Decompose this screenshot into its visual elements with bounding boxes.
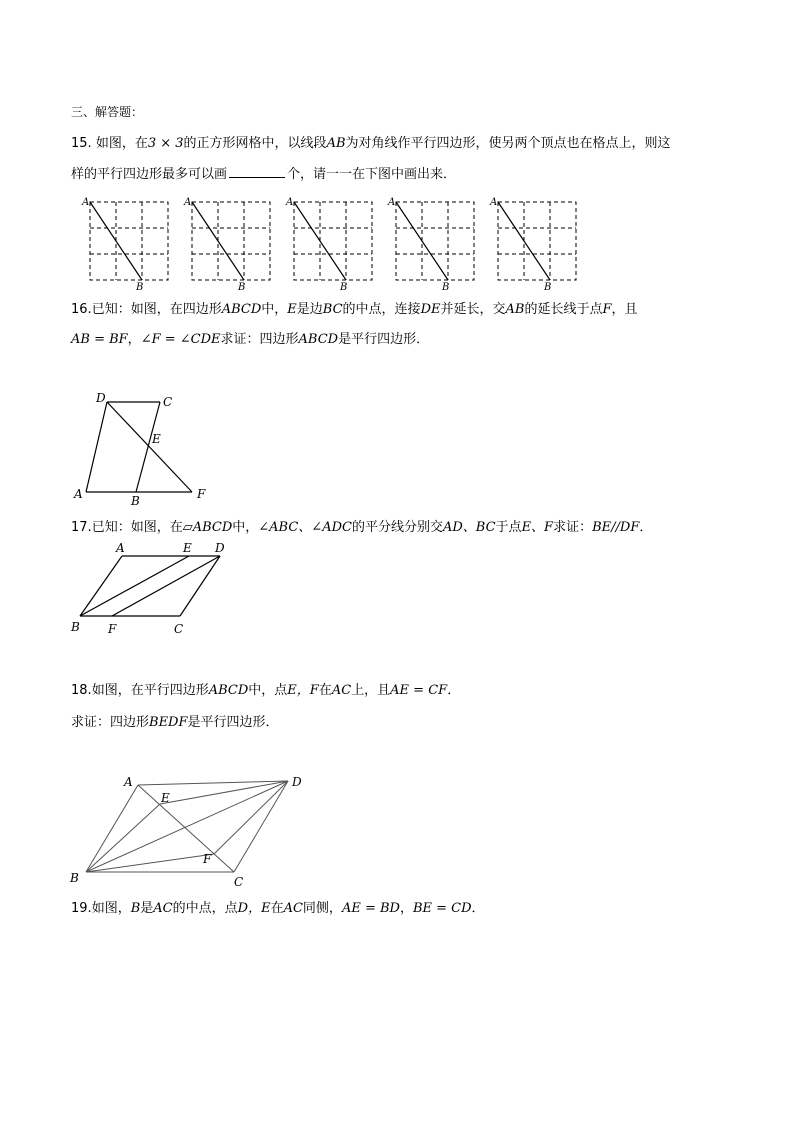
svg-text:F: F bbox=[203, 852, 212, 866]
svg-text:E: E bbox=[152, 432, 161, 446]
svg-text:C: C bbox=[174, 622, 184, 636]
svg-text:C: C bbox=[163, 395, 173, 409]
svg-text:A: A bbox=[116, 541, 125, 555]
q17-line1: 17.已知：如图，在▱ABCD中，∠ABC、∠ADC的平分线分别交AD、BC于点E、F求证：BE//DF． bbox=[71, 520, 653, 535]
q15-grid-4 bbox=[386, 196, 486, 293]
svg-text:E: E bbox=[161, 791, 170, 805]
svg-text:B: B bbox=[238, 282, 246, 293]
q15-grid-1 bbox=[80, 196, 180, 293]
svg-text:A: A bbox=[74, 487, 83, 501]
svg-text:B: B bbox=[71, 620, 80, 634]
svg-text:B: B bbox=[136, 282, 144, 293]
q16-line2: AB = BF，∠F = ∠CDE求证：四边形ABCD是平行四边形． bbox=[71, 332, 430, 347]
q16-number: 16. bbox=[71, 302, 92, 317]
svg-text:B: B bbox=[131, 494, 140, 508]
q15-grid-3 bbox=[284, 196, 384, 293]
svg-text:F: F bbox=[108, 622, 117, 636]
q18-number: 18. bbox=[71, 683, 92, 698]
svg-text:D: D bbox=[215, 541, 225, 555]
q19-line1: 19.如图，B是AC的中点，点D，E在AC同侧，AE = BD，BE = CD． bbox=[71, 901, 485, 916]
q18-line2: 求证：四边形BEDF是平行四边形． bbox=[71, 715, 279, 730]
svg-text:A: A bbox=[82, 197, 90, 208]
q17-number: 17. bbox=[71, 520, 92, 535]
svg-text:A: A bbox=[184, 197, 192, 208]
svg-text:E: E bbox=[183, 541, 192, 555]
svg-text:B: B bbox=[340, 282, 348, 293]
svg-text:D: D bbox=[292, 775, 302, 789]
answer-blank[interactable] bbox=[229, 165, 285, 178]
svg-text:B: B bbox=[544, 282, 552, 293]
svg-text:A: A bbox=[286, 197, 294, 208]
q15-line2: 样的平行四边形最多可以画 个，请一一在下图中画出来． bbox=[71, 167, 457, 182]
q15-number: 15. bbox=[71, 136, 92, 151]
svg-text:D: D bbox=[96, 391, 106, 405]
q15-grid-2 bbox=[182, 196, 282, 293]
q18-line1: 18.如图，在平行四边形ABCD中，点E，F在AC上，且AE = CF． bbox=[71, 683, 461, 698]
q17-figure bbox=[68, 538, 243, 638]
q16-figure bbox=[70, 390, 220, 510]
q15-grid-5 bbox=[488, 196, 588, 293]
q15-line1: 15. 如图，在3 × 3的正方形网格中，以线段AB为对角线作平行四边形，使另两个顶点也在格点上，则这 bbox=[71, 136, 671, 151]
svg-text:B: B bbox=[442, 282, 450, 293]
q16-line1: 16.已知：如图，在四边形ABCD中，E是边BC的中点，连接DE并延长，交AB的延长线于点F，且 bbox=[71, 302, 638, 317]
svg-text:A: A bbox=[490, 197, 498, 208]
q19-number: 19. bbox=[71, 901, 92, 916]
svg-text:A: A bbox=[388, 197, 396, 208]
svg-text:F: F bbox=[197, 487, 206, 501]
svg-text:B: B bbox=[70, 871, 79, 885]
svg-text:C: C bbox=[234, 875, 244, 889]
svg-text:A: A bbox=[124, 775, 133, 789]
q18-figure bbox=[68, 770, 313, 892]
section-title: 三、解答题： bbox=[71, 105, 144, 119]
